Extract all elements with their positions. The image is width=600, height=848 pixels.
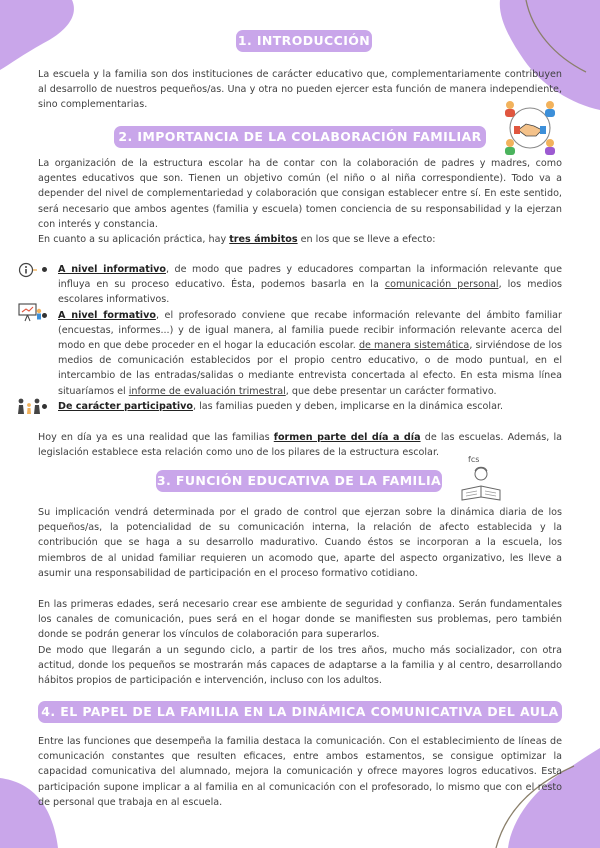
text-span: En cuanto a su aplicación práctica, hay [38,234,230,245]
collaboration-handshake-icon [498,96,562,160]
three-areas-emphasis: tres ámbitos [229,234,298,245]
list-item [38,399,562,414]
section-2-heading: 2. IMPORTANCIA DE LA COLABORACIÓN FAMILIAR [114,126,486,148]
section-4-paragraph: Entre las funciones que desempeña la familia destaca la comunicación. Con el establecimiento de líneas de comunicación constantes que resulten eficaces, entre ambos estamentos, se consigue optimizar la capacidad comunicativa del alumnado, mejora la comunicación y ofrece mayores logros educativos. Esta participación supone implicar a al familia en al comunicación con el profesorado, lo mismo que con el resto de personal que trabaja en al escuela. [38,736,562,808]
item-formative-label: A nivel formativo [58,309,156,321]
child-reading-book-icon [452,452,510,504]
section-2-paragraph-2 [38,232,562,247]
section-4-heading: 4. EL PAPEL DE LA FAMILIA EN LA DINÁMICA COMUNICATIVA DEL AULA [38,701,562,723]
text-span: de las escuelas. Además, la legislación establece esta relación como uno de los pilares de la estructura escolar. [38,432,562,459]
text-span: , el profesorado conviene que recabe información relevante del ámbito familiar (encuestas, informes...) y de igual manera, al familia puede recibir información relevante acerca del modo en que debe proceder en el hogar la educación escolar. [58,309,562,352]
text-span: , que debe presentar un carácter formativo. [285,385,497,397]
item-informative-label: A nivel informativo [58,264,166,275]
text-span: , sirviéndose de los medios de comunicación establecidos por el propio centro educativo, o de modo puntual, en el intercambio de las entradas/salidas o mediante entrevista concertada al efecto. En esta misma línea situaríamos el [58,340,562,397]
section-3-heading: 3. FUNCIÓN EDUCATIVA DE LA FAMILIA [156,470,442,492]
personal-communication-link: comunicación personal [384,279,499,291]
section-1-heading: 1. INTRODUCCIÓN [236,30,372,52]
areas-list [38,262,562,414]
systematic-link: de manera sistemática [358,340,470,352]
text-span: , de modo que padres y educadores compartan la información relevante que influya en su proceso educativo. Ésta, podemos basarla en la [58,264,563,291]
section-3-paragraph-3: De modo que llegarán a un segundo ciclo, a partir de los tres años, mucho más socializador, con otra actitud, donde los pequeños se mostrarán más capaces de adaptarse a la familia y al centro, desarrollando hábitos propios de participación e intervención, incluso con los adultos. [38,645,562,687]
list-item [38,262,562,308]
section-3-paragraph-2: En las primeras edades, será necesario crear ese ambiente de seguridad y confianza. Serán fundamentales los canales de comunicación, pues será en el hogar donde se manifiesten sus problemas, pero también donde se podrán generar los vínculos de colaboración para superarlos. [38,599,562,641]
quarterly-report-link: informe de evaluación trimestral [128,385,286,397]
text-span: , los medios escolares informativos. [58,279,562,306]
section-1-paragraph: La escuela y la familia son dos instituciones de carácter educativo que, complementariamente contribuyen al desarrollo de nuestros pequeños/as. Una y otra no pueden ejercer esta función de manera independiente, sino complementarias. [38,69,562,111]
text-span: Hoy en día ya es una realidad que las familias [38,432,274,443]
text-span: , las familias pueden y deben, implicarse en la dinámica escolar. [193,400,504,412]
item-participative-label: De carácter participativo [58,400,194,412]
reading-icon-text: fcs [468,455,480,464]
section-3-paragraph-1: Su implicación vendrá determinada por el grado de control que ejerzan sobre la dinámica diaria de los pequeños/as, la potencialidad de su comunicación interna, la relación de afecto establecida y la contribución que se haga a su desarrollo madurativo. Cuando éstos se incorporan a la escuela, los miembros de al unidad familiar requieren un acomodo que, aparte del aspecto organizativo, les lleve a asumir una responsabilidad de participación en el proceso formativo cotidiano. [38,507,562,579]
list-item [38,308,562,399]
section-2-paragraph-1: La organización de la estructura escolar ha de contar con la colaboración de padres y madres, como agentes educativos que son. Tienen un objetivo común (el niño o al niña correspondiente). Todo va a depender del nivel de complementariedad y colaboración que consigan establecer entre sí. En este sentido, será necesario que ambos agentes (familia y escuela) tomen conciencia de su responsabilidad y la ejerzan con interés y constancia. [38,158,562,230]
info-icon [17,262,39,278]
text-span: en los que se lleve a efecto: [297,234,436,245]
daily-life-emphasis: formen parte del día a día [273,432,421,443]
